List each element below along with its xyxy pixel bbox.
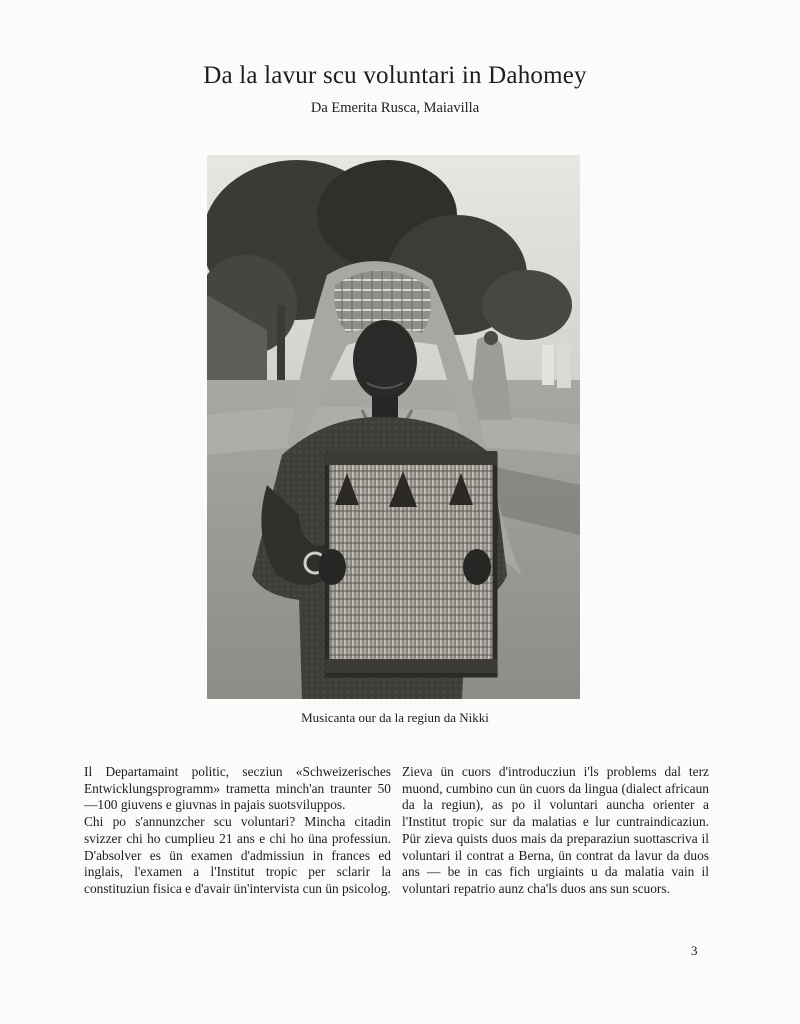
article-photo bbox=[207, 155, 580, 699]
text-column-right bbox=[402, 764, 709, 898]
photo-illustration bbox=[207, 155, 580, 699]
page-number: 3 bbox=[691, 943, 698, 958]
paragraph: Chi po s'annunzcher scu voluntari? Mincha citadin svizzer chi ho cumplieu 21 ans e chi ho üna professiun. D'absolver es ün examen d'admissiun in frances ed inglais, l'examen a l'Institut tropic per sclarir la constituziun fisica e d'avair ün'intervista cun ün psicolog. bbox=[84, 814, 391, 896]
photo-caption: Musicanta our da la regiun da Nikki bbox=[301, 710, 489, 725]
article-byline: Da Emerita Rusca, Maiavilla bbox=[310, 100, 480, 116]
article-title: Da la lavur scu voluntari in Dahomey bbox=[203, 62, 587, 89]
paragraph: Il Departamaint politic, secziun «Schweizerisches Entwicklungsprogramm» trametta minch'an traunter 50—100 giuvens e giuvnas in pajais suotsviluppos. bbox=[84, 764, 391, 813]
text-column-left bbox=[84, 764, 391, 898]
paragraph: Zieva ün cuors d'introducziun i'ls problems dal terz muond, cumbino cun ün cuors da lingua (dialect africaun da la regiun), as po il voluntari auncha orienter a l'Institut tropic sur da malatias e lur cuntraindicaziun. Pür zieva quists duos mais da preparaziun suottascriva il voluntari il contrat a Berna, ün contrat da lavur da duos ans — be in cas fich urgiaints u da malatia vain il voluntari repatrio aunz cha'ls duos ans sun scuors. bbox=[402, 764, 709, 896]
